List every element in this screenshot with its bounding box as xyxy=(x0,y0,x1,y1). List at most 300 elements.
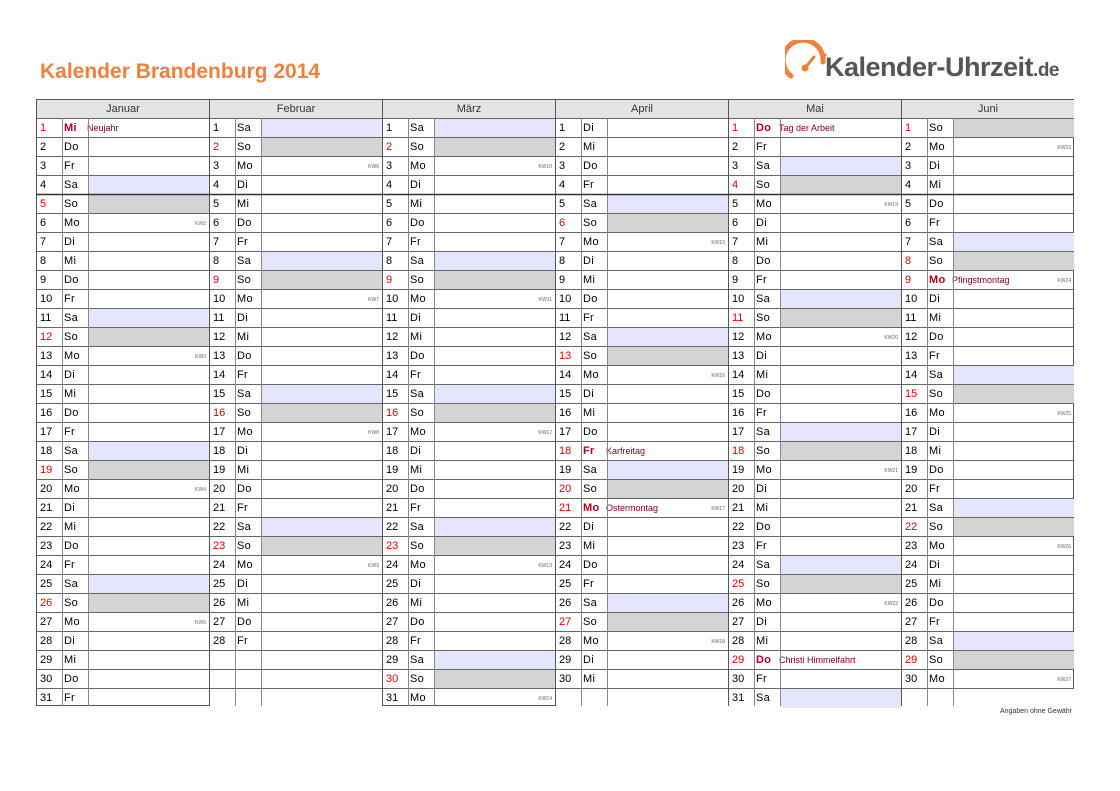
day-row xyxy=(210,499,382,518)
day-row xyxy=(902,461,1074,480)
weekday-name: Mi xyxy=(64,255,77,267)
day-row xyxy=(37,176,209,195)
weekday-name: Sa xyxy=(756,426,771,438)
day-number: 17 xyxy=(213,426,226,438)
week-number: KW24 xyxy=(1057,278,1071,284)
day-number: 3 xyxy=(559,160,566,172)
holiday-label: Christi Himmelfahrt xyxy=(779,655,856,665)
day-number: 1 xyxy=(213,122,220,134)
day-number: 27 xyxy=(40,616,53,628)
weekday-name: Mo xyxy=(756,331,772,343)
week-number: KW11 xyxy=(538,297,552,303)
week-number: KW23 xyxy=(1057,145,1071,151)
day-row xyxy=(902,157,1074,176)
empty-day-cell xyxy=(556,689,728,708)
day-row xyxy=(210,461,382,480)
day-row xyxy=(556,632,728,651)
day-row xyxy=(210,233,382,252)
day-number: 1 xyxy=(905,122,912,134)
day-row xyxy=(210,195,382,214)
weekday-name: Di xyxy=(756,483,767,495)
weekday-name: Mi xyxy=(583,274,596,286)
day-number: 5 xyxy=(386,198,393,210)
day-row xyxy=(37,442,209,461)
weekday-name: Mo xyxy=(64,217,80,229)
day-number: 5 xyxy=(732,198,739,210)
day-number: 6 xyxy=(905,217,912,229)
day-number: 16 xyxy=(213,407,226,419)
day-number: 12 xyxy=(386,331,399,343)
day-number: 20 xyxy=(386,483,399,495)
day-row xyxy=(210,176,382,195)
day-number: 20 xyxy=(213,483,226,495)
weekday-name: Do xyxy=(756,255,771,267)
day-number: 28 xyxy=(386,635,399,647)
weekday-name: Sa xyxy=(410,388,425,400)
day-row xyxy=(383,651,555,670)
day-number: 9 xyxy=(559,274,566,286)
logo-text xyxy=(825,52,1059,83)
day-number: 10 xyxy=(732,293,745,305)
weekday-name: Sa xyxy=(64,179,79,191)
weekday-name: So xyxy=(583,350,598,362)
day-number: 18 xyxy=(213,445,226,457)
day-number: 12 xyxy=(905,331,918,343)
weekday-name: Sa xyxy=(237,521,252,533)
day-number: 15 xyxy=(732,388,745,400)
day-row xyxy=(210,252,382,271)
day-number: 22 xyxy=(386,521,399,533)
weekday-name: Di xyxy=(237,445,248,457)
day-number: 27 xyxy=(559,616,572,628)
weekday-name: So xyxy=(410,141,425,153)
weekday-name: So xyxy=(929,654,944,666)
day-row xyxy=(556,537,728,556)
day-number: 29 xyxy=(905,654,918,666)
day-row xyxy=(210,537,382,556)
day-number: 16 xyxy=(732,407,745,419)
weekday-name: Fr xyxy=(756,141,767,153)
day-row xyxy=(902,670,1074,689)
weekday-name: Fr xyxy=(583,179,594,191)
day-number: 18 xyxy=(559,445,572,457)
day-row xyxy=(37,613,209,632)
day-row xyxy=(556,195,728,214)
day-row xyxy=(556,271,728,290)
week-number: KW8 xyxy=(368,430,379,436)
logo xyxy=(785,40,1075,92)
day-number: 6 xyxy=(732,217,739,229)
day-number: 26 xyxy=(559,597,572,609)
day-row xyxy=(210,594,382,613)
week-number: KW26 xyxy=(1057,544,1071,550)
day-row xyxy=(37,480,209,499)
day-row xyxy=(37,138,209,157)
weekday-name: So xyxy=(410,673,425,685)
day-row xyxy=(556,651,728,670)
day-number: 29 xyxy=(732,654,745,666)
weekday-name: Mi xyxy=(64,388,77,400)
day-row xyxy=(556,366,728,385)
day-number: 17 xyxy=(732,426,745,438)
weekday-name: Di xyxy=(756,616,767,628)
holiday-label: Karfreitag xyxy=(606,446,646,456)
day-number: 29 xyxy=(40,654,53,666)
weekday-name: Fr xyxy=(237,502,248,514)
day-row xyxy=(902,499,1074,518)
weekday-name: Di xyxy=(583,654,594,666)
weekday-name: Sa xyxy=(583,331,598,343)
weekday-name: Mi xyxy=(237,198,250,210)
day-row xyxy=(556,347,728,366)
day-row xyxy=(37,651,209,670)
day-number: 16 xyxy=(386,407,399,419)
day-number: 14 xyxy=(732,369,745,381)
weekday-name: Fr xyxy=(64,692,75,704)
day-row xyxy=(556,214,728,233)
weekday-name: Di xyxy=(929,559,940,571)
day-row xyxy=(383,347,555,366)
day-row xyxy=(210,214,382,233)
day-number: 17 xyxy=(905,426,918,438)
day-number: 7 xyxy=(732,236,739,248)
day-row xyxy=(556,290,728,309)
day-row xyxy=(383,537,555,556)
weekday-name: Mi xyxy=(64,122,77,134)
weekday-name: Di xyxy=(64,369,75,381)
day-row xyxy=(37,461,209,480)
day-row xyxy=(902,328,1074,347)
day-row xyxy=(902,309,1074,328)
day-number: 28 xyxy=(732,635,745,647)
day-row xyxy=(210,157,382,176)
day-row xyxy=(902,290,1074,309)
day-row xyxy=(729,613,901,632)
day-row xyxy=(902,385,1074,404)
weekday-name: Do xyxy=(237,483,252,495)
weekday-name: Mi xyxy=(64,654,77,666)
weekday-name: Mo xyxy=(237,426,253,438)
day-row xyxy=(37,385,209,404)
day-number: 5 xyxy=(905,198,912,210)
week-number: KW19 xyxy=(884,202,898,208)
day-row xyxy=(556,556,728,575)
day-row xyxy=(729,518,901,537)
day-number: 31 xyxy=(40,692,53,704)
day-row xyxy=(383,385,555,404)
weekday-name: Di xyxy=(410,312,421,324)
weekday-name: Fr xyxy=(64,426,75,438)
day-number: 10 xyxy=(559,293,572,305)
weekday-name: Mi xyxy=(410,464,423,476)
day-number: 28 xyxy=(905,635,918,647)
weekday-name: Fr xyxy=(410,236,421,248)
day-row xyxy=(902,214,1074,233)
day-number: 4 xyxy=(905,179,912,191)
day-row xyxy=(383,309,555,328)
day-row xyxy=(556,404,728,423)
day-row xyxy=(556,442,728,461)
weekday-name: Di xyxy=(237,312,248,324)
day-number: 25 xyxy=(559,578,572,590)
weekday-name: So xyxy=(756,578,771,590)
weekday-name: Do xyxy=(583,559,598,571)
day-number: 26 xyxy=(213,597,226,609)
weekday-name: Mi xyxy=(237,464,250,476)
day-row xyxy=(902,518,1074,537)
day-row xyxy=(210,271,382,290)
day-number: 21 xyxy=(386,502,399,514)
day-row xyxy=(37,195,209,214)
weekday-name: Mi xyxy=(583,540,596,552)
day-number: 6 xyxy=(40,217,47,229)
day-number: 14 xyxy=(40,369,53,381)
day-row xyxy=(383,575,555,594)
weekday-name: So xyxy=(64,464,79,476)
weekday-name: Fr xyxy=(410,502,421,514)
weekday-name: Di xyxy=(583,521,594,533)
day-row xyxy=(37,328,209,347)
day-number: 21 xyxy=(559,502,572,514)
week-number: KW13 xyxy=(538,563,552,569)
week-number: KW10 xyxy=(538,164,552,170)
day-number: 24 xyxy=(40,559,53,571)
day-row xyxy=(556,461,728,480)
day-number: 9 xyxy=(732,274,739,286)
weekday-name: Mi xyxy=(756,502,769,514)
weekday-name: Do xyxy=(64,274,79,286)
weekday-name: Mo xyxy=(410,692,426,704)
day-number: 25 xyxy=(40,578,53,590)
day-row xyxy=(556,252,728,271)
weekday-name: Mi xyxy=(237,597,250,609)
day-number: 21 xyxy=(732,502,745,514)
day-number: 22 xyxy=(40,521,53,533)
day-row xyxy=(902,195,1074,214)
day-row xyxy=(37,214,209,233)
day-number: 5 xyxy=(559,198,566,210)
day-number: 28 xyxy=(213,635,226,647)
weekday-name: Di xyxy=(64,502,75,514)
weekday-name: Fr xyxy=(410,369,421,381)
weekday-name: Mi xyxy=(756,369,769,381)
day-row xyxy=(729,537,901,556)
weekday-name: Mo xyxy=(410,426,426,438)
weekday-name: Mi xyxy=(410,597,423,609)
day-row xyxy=(729,556,901,575)
weekday-name: Do xyxy=(410,483,425,495)
weekday-name: So xyxy=(410,274,425,286)
day-number: 18 xyxy=(40,445,53,457)
day-row xyxy=(383,480,555,499)
day-row xyxy=(729,309,901,328)
weekday-name: Mi xyxy=(64,521,77,533)
day-row xyxy=(729,233,901,252)
day-row xyxy=(383,556,555,575)
weekday-name: So xyxy=(583,483,598,495)
day-number: 24 xyxy=(386,559,399,571)
empty-day-cell xyxy=(210,651,382,670)
weekday-name: Do xyxy=(583,160,598,172)
day-number: 3 xyxy=(905,160,912,172)
holiday-label: Tag der Arbeit xyxy=(779,123,835,133)
weekday-name: Mo xyxy=(929,407,945,419)
day-row xyxy=(556,309,728,328)
day-row xyxy=(210,518,382,537)
weekday-name: Di xyxy=(410,445,421,457)
day-row xyxy=(729,214,901,233)
weekday-name: Mo xyxy=(929,274,946,286)
day-number: 13 xyxy=(213,350,226,362)
day-row xyxy=(902,233,1074,252)
weekday-name: Do xyxy=(64,540,79,552)
day-number: 22 xyxy=(905,521,918,533)
day-row xyxy=(902,404,1074,423)
weekday-name: Fr xyxy=(929,616,940,628)
day-row xyxy=(556,233,728,252)
day-number: 15 xyxy=(213,388,226,400)
day-row xyxy=(37,252,209,271)
day-row xyxy=(210,290,382,309)
page-title: Kalender Brandenburg 2014 xyxy=(40,60,321,83)
day-row xyxy=(37,499,209,518)
day-row xyxy=(556,176,728,195)
day-number: 10 xyxy=(386,293,399,305)
day-row xyxy=(729,423,901,442)
weekday-name: Fr xyxy=(64,559,75,571)
day-number: 1 xyxy=(559,122,566,134)
week-number: KW20 xyxy=(884,335,898,341)
weekday-name: Mi xyxy=(237,331,250,343)
weekday-name: Fr xyxy=(237,369,248,381)
day-row xyxy=(902,423,1074,442)
day-number: 13 xyxy=(386,350,399,362)
holiday-label: Ostermontag xyxy=(606,503,659,513)
day-number: 19 xyxy=(905,464,918,476)
day-number: 1 xyxy=(732,122,739,134)
day-row xyxy=(902,442,1074,461)
day-row xyxy=(902,480,1074,499)
holiday-label: Pfingstmontag xyxy=(952,275,1010,285)
day-number: 6 xyxy=(213,217,220,229)
weekday-name: Mi xyxy=(756,236,769,248)
weekday-name: Sa xyxy=(929,502,944,514)
day-row xyxy=(383,423,555,442)
day-number: 9 xyxy=(213,274,220,286)
day-row xyxy=(37,366,209,385)
day-row xyxy=(729,632,901,651)
day-number: 20 xyxy=(559,483,572,495)
day-number: 8 xyxy=(559,255,566,267)
day-number: 3 xyxy=(40,160,47,172)
day-number: 18 xyxy=(386,445,399,457)
weekday-name: Mo xyxy=(583,369,599,381)
day-number: 30 xyxy=(386,673,399,685)
weekday-name: Di xyxy=(756,350,767,362)
day-row xyxy=(902,556,1074,575)
day-row xyxy=(37,556,209,575)
day-number: 28 xyxy=(559,635,572,647)
day-row xyxy=(383,214,555,233)
weekday-name: So xyxy=(410,540,425,552)
day-number: 23 xyxy=(732,540,745,552)
weekday-name: Mi xyxy=(929,578,942,590)
day-number: 24 xyxy=(732,559,745,571)
weekday-name: So xyxy=(756,445,771,457)
day-number: 20 xyxy=(905,483,918,495)
day-number: 3 xyxy=(213,160,220,172)
weekday-name: Sa xyxy=(410,521,425,533)
weekday-name: Mo xyxy=(756,464,772,476)
day-number: 27 xyxy=(732,616,745,628)
weekday-name: Sa xyxy=(237,255,252,267)
weekday-name: Di xyxy=(929,293,940,305)
day-row xyxy=(210,632,382,651)
day-number: 18 xyxy=(732,445,745,457)
day-row xyxy=(902,537,1074,556)
day-number: 17 xyxy=(40,426,53,438)
empty-day-cell xyxy=(210,670,382,689)
day-row xyxy=(729,594,901,613)
day-number: 11 xyxy=(732,312,744,324)
day-row xyxy=(902,176,1074,195)
week-number: KW2 xyxy=(195,221,206,227)
day-number: 11 xyxy=(905,312,917,324)
weekday-name: So xyxy=(237,407,252,419)
weekday-name: Fr xyxy=(64,160,75,172)
weekday-name: Sa xyxy=(756,293,771,305)
weekday-name: Mo xyxy=(756,198,772,210)
day-number: 5 xyxy=(213,198,220,210)
day-number: 10 xyxy=(213,293,226,305)
day-number: 27 xyxy=(905,616,918,628)
weekday-name: Do xyxy=(410,616,425,628)
disclaimer: Angaben ohne Gewähr xyxy=(1000,708,1072,715)
day-row xyxy=(729,290,901,309)
day-row xyxy=(210,385,382,404)
weekday-name: Do xyxy=(237,616,252,628)
day-number: 4 xyxy=(386,179,393,191)
week-number: KW6 xyxy=(368,164,379,170)
day-number: 5 xyxy=(40,198,47,210)
week-number: KW25 xyxy=(1057,411,1071,417)
day-number: 15 xyxy=(40,388,53,400)
weekday-name: Sa xyxy=(929,369,944,381)
day-number: 28 xyxy=(40,635,53,647)
weekday-name: Fr xyxy=(410,635,421,647)
day-row xyxy=(210,309,382,328)
day-row xyxy=(210,556,382,575)
day-row xyxy=(383,689,555,708)
weekday-name: Mi xyxy=(583,673,596,685)
day-row xyxy=(556,575,728,594)
day-number: 26 xyxy=(386,597,399,609)
weekday-name: Fr xyxy=(64,293,75,305)
weekday-name: Fr xyxy=(583,312,594,324)
day-number: 16 xyxy=(905,407,918,419)
day-number: 12 xyxy=(732,331,745,343)
day-number: 2 xyxy=(213,141,220,153)
weekday-name: Do xyxy=(410,350,425,362)
week-number: KW3 xyxy=(195,354,206,360)
day-row xyxy=(556,670,728,689)
day-row xyxy=(729,366,901,385)
day-number: 8 xyxy=(732,255,739,267)
week-number: KW27 xyxy=(1057,677,1071,683)
day-number: 31 xyxy=(732,692,745,704)
day-row xyxy=(729,157,901,176)
day-row xyxy=(556,157,728,176)
